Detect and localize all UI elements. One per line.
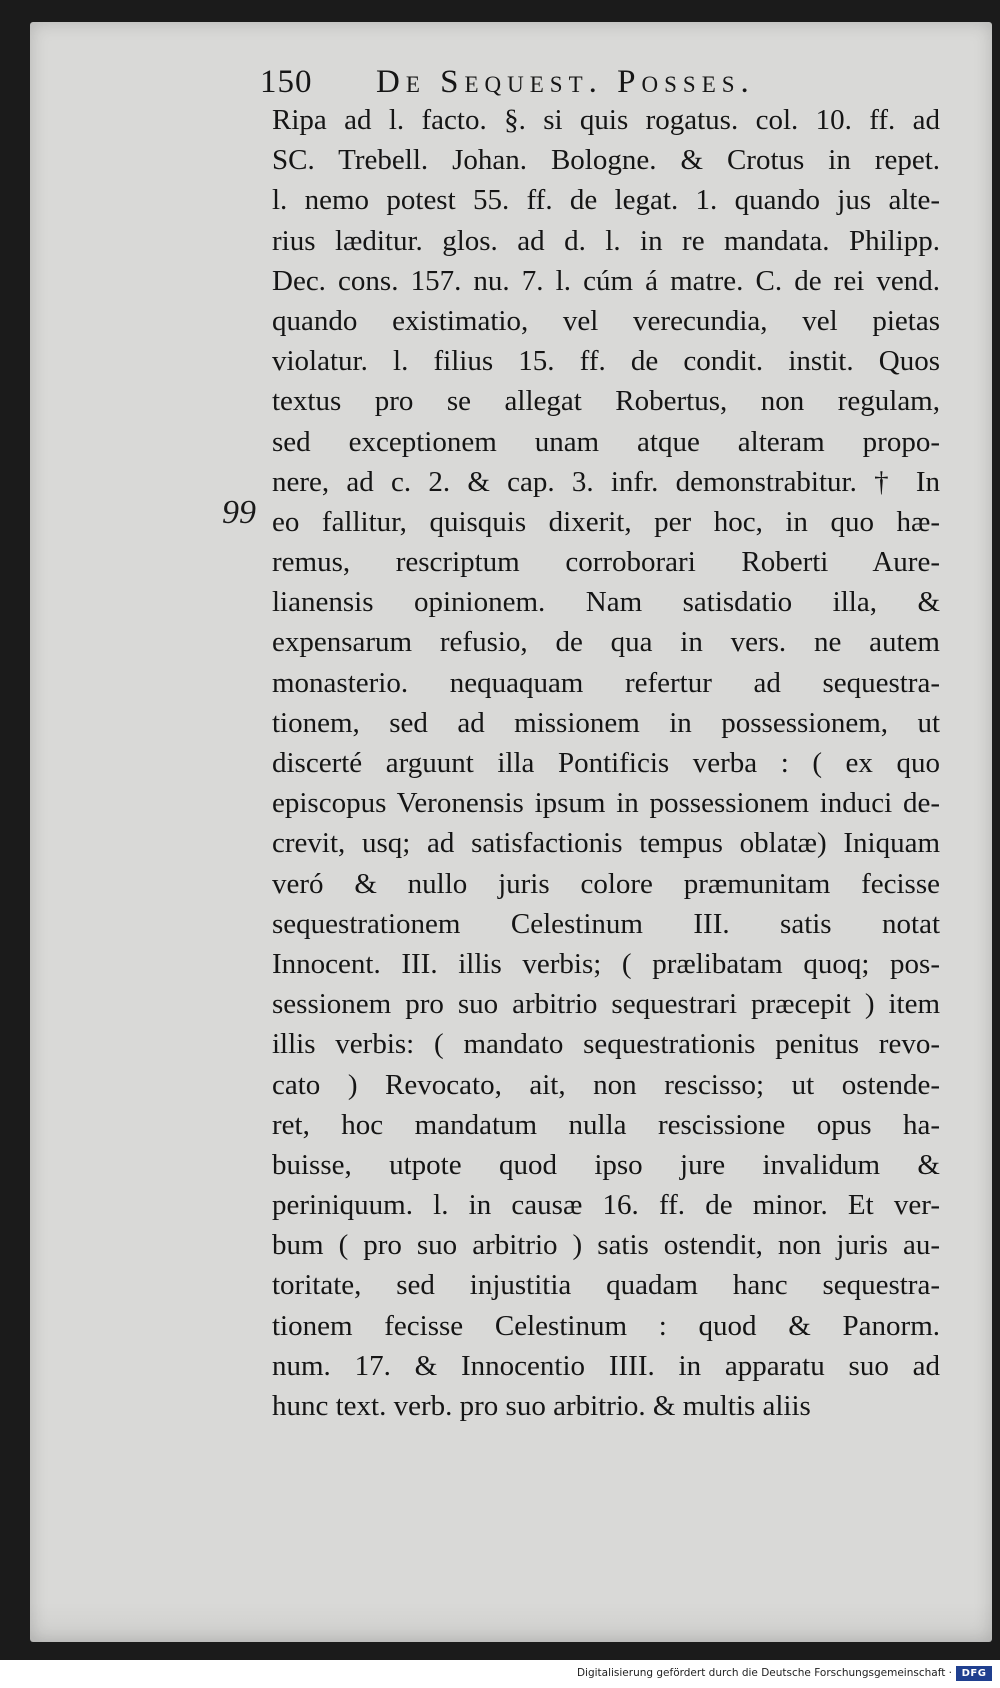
text-line: buisse, utpote quod ipso jure invalidum & <box>272 1148 940 1181</box>
text-line: expensarum refusio, de qua in vers. ne autem <box>272 626 940 659</box>
text-line: toritate, sed injustitia quadam hanc sequestra- <box>272 1269 940 1302</box>
text-line: cato ) Revocato, ait, non rescisso; ut ostende- <box>272 1068 940 1101</box>
page-number: 150 <box>260 64 313 100</box>
text-line: discerté arguunt illa Pontificis verba : ( ex quo <box>272 747 940 779</box>
text-line: num. 17. & Innocentio IIII. in apparatu suo ad <box>272 1349 940 1382</box>
text-line: rius læditur. glos. ad d. l. in re mandata. Philipp. <box>272 224 940 257</box>
digitization-footer <box>0 1660 1000 1688</box>
text-line: ret, hoc mandatum nulla rescissione opus ha- <box>272 1108 940 1141</box>
margin-note: 99 <box>222 494 256 531</box>
text-line: Ripa ad l. facto. §. si quis rogatus. col. 10. ff. ad <box>272 104 940 136</box>
text-line: sed exceptionem unam atque alteram propo- <box>272 425 940 458</box>
text-line: periniquum. l. in causæ 16. ff. de minor. Et ver- <box>272 1189 940 1222</box>
text-line: violatur. l. filius 15. ff. de condit. instit. Quos <box>272 345 940 378</box>
text-line: episcopus Veronensis ipsum in possessionem induci de- <box>272 787 940 820</box>
body-text <box>272 100 940 1426</box>
text-line: nere, ad c. 2. & cap. 3. infr. demonstrabitur. † In <box>272 465 940 498</box>
text-line: illis verbis: ( mandato sequestrationis penitus revo- <box>272 1028 940 1061</box>
text-line: veró & nullo juris colore præmunitam fecisse <box>272 867 940 900</box>
text-line: tionem, sed ad missionem in possessionem, ut <box>272 706 940 739</box>
text-line: sessionem pro suo arbitrio sequestrari præcepit ) item <box>272 988 940 1021</box>
text-line: tionem fecisse Celestinum : quod & Panorm. <box>272 1309 940 1342</box>
text-line: Dec. cons. 157. nu. 7. l. cúm á matre. C. de rei vend. <box>272 264 940 297</box>
text-line: remus, rescriptum corroborari Roberti Aure- <box>272 546 940 579</box>
text-line: sequestrationem Celestinum III. satis notat <box>272 907 940 940</box>
text-line: lianensis opinionem. Nam satisdatio illa, & <box>272 586 940 619</box>
text-line: SC. Trebell. Johan. Bologne. & Crotus in repet. <box>272 144 940 177</box>
text-line: l. nemo potest 55. ff. de legat. 1. quando jus alte- <box>272 184 940 217</box>
text-line: monasterio. nequaquam refertur ad sequestra- <box>272 666 940 699</box>
text-line: crevit, usq; ad satisfactionis tempus oblatæ) Iniquam <box>272 827 940 860</box>
text-line: textus pro se allegat Robertus, non regulam, <box>272 385 940 418</box>
running-title: De Sequest. Posses. <box>376 64 755 100</box>
text-line: Innocent. III. illis verbis; ( prælibatam quoq; pos- <box>272 947 940 980</box>
text-line: bum ( pro suo arbitrio ) satis ostendit, non juris au- <box>272 1229 940 1262</box>
text-line: eo fallitur, quisquis dixerit, per hoc, in quo hæ- <box>272 505 940 538</box>
funding-credit: Digitalisierung gefördert durch die Deutsche Forschungsgemeinschaft · <box>576 1667 952 1679</box>
text-line: quando existimatio, vel verecundia, vel pietas <box>272 304 940 337</box>
text-line: hunc text. verb. pro suo arbitrio. & multis aliis <box>272 1390 811 1422</box>
dfg-logo-icon: DFG <box>956 1666 992 1681</box>
